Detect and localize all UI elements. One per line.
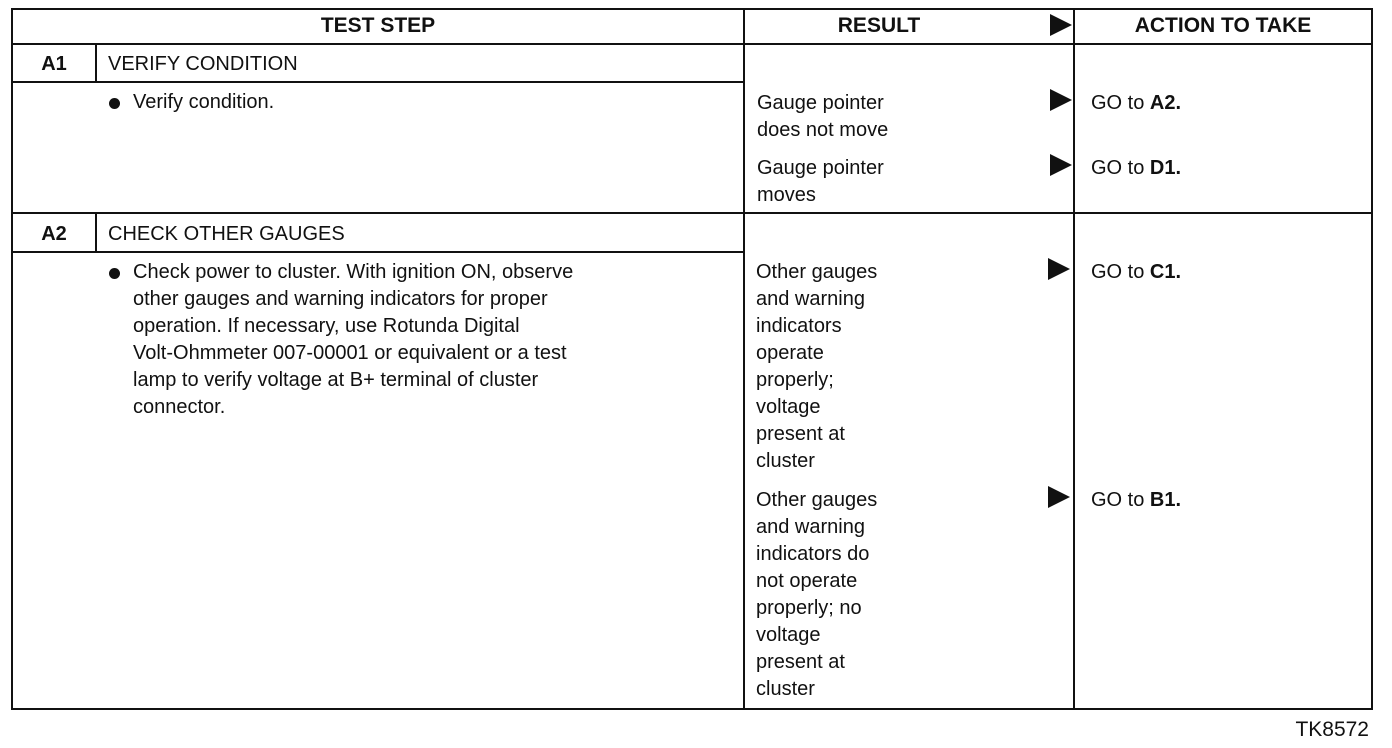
- step-a2-id-divider: [95, 212, 97, 252]
- result-line: voltage: [756, 624, 821, 646]
- step-a1-action-2: [1091, 155, 1181, 182]
- result-line: and warning: [756, 516, 865, 538]
- result-line: Gauge pointer: [757, 92, 884, 114]
- result-arrow-icon: [1050, 89, 1072, 111]
- description-line: Volt-Ohmmeter 007-00001 or equivalent or a test: [133, 342, 567, 364]
- action-prefix: GO to: [1091, 261, 1150, 283]
- result-line: Other gauges: [756, 261, 878, 283]
- figure-code: TK8572: [1295, 718, 1369, 741]
- step-a1-title-underline: [11, 81, 744, 83]
- result-line: Other gauges: [756, 489, 878, 511]
- description-line: connector.: [133, 396, 226, 418]
- header-action: ACTION TO TAKE: [1134, 14, 1312, 37]
- header-result: RESULT: [837, 14, 921, 37]
- result-line: not operate: [756, 570, 858, 592]
- step-a2-description: [133, 259, 573, 421]
- step-a1-id: A1: [41, 53, 67, 75]
- result-line: operate: [756, 342, 824, 364]
- header-divider: [11, 43, 1373, 45]
- step-a2-title: CHECK OTHER GAUGES: [108, 223, 345, 245]
- step-separator: [11, 212, 1373, 214]
- step-a2-result-1: [756, 259, 877, 475]
- header-arrow-icon: [1050, 14, 1072, 36]
- description-line: Check power to cluster. With ignition ON, observe: [133, 261, 574, 283]
- result-line: Gauge pointer: [757, 157, 884, 179]
- result-line: indicators do: [756, 543, 870, 565]
- result-line: and warning: [756, 288, 865, 310]
- result-line: voltage: [756, 396, 821, 418]
- description-line: operation. If necessary, use Rotunda Digital: [133, 315, 520, 337]
- action-target: A2.: [1149, 92, 1182, 114]
- action-prefix: GO to: [1091, 92, 1150, 114]
- description-line: lamp to verify voltage at B+ terminal of cluster: [133, 369, 539, 391]
- bullet-icon: [109, 268, 120, 279]
- action-target: D1.: [1149, 157, 1182, 179]
- result-arrow-icon: [1048, 486, 1070, 508]
- result-arrow-icon: [1048, 258, 1070, 280]
- action-target: B1.: [1149, 489, 1182, 511]
- action-target: C1.: [1149, 261, 1182, 283]
- step-a1-id-divider: [95, 43, 97, 83]
- result-line: moves: [757, 184, 816, 206]
- col-divider-action: [1073, 8, 1075, 710]
- result-line: cluster: [756, 450, 815, 472]
- result-line: present at: [756, 651, 845, 673]
- description-line: Verify condition.: [133, 91, 275, 113]
- step-a1-description: [133, 89, 274, 116]
- result-line: present at: [756, 423, 845, 445]
- bullet-icon: [109, 98, 120, 109]
- step-a2-action-1: [1091, 259, 1181, 286]
- step-a1-action-1: [1091, 90, 1181, 117]
- step-a2-result-2: [756, 487, 877, 703]
- action-prefix: GO to: [1091, 157, 1150, 179]
- result-arrow-icon: [1050, 154, 1072, 176]
- result-line: properly; no: [756, 597, 862, 619]
- step-a2-action-2: [1091, 487, 1181, 514]
- result-line: does not move: [757, 119, 889, 141]
- step-a2-id: A2: [41, 223, 67, 245]
- header-test-step: TEST STEP: [320, 14, 436, 37]
- step-a1-result-1: [757, 90, 888, 144]
- col-divider-result: [743, 8, 745, 710]
- action-prefix: GO to: [1091, 489, 1150, 511]
- step-a1-result-2: [757, 155, 884, 209]
- step-a2-title-underline: [11, 251, 744, 253]
- description-line: other gauges and warning indicators for proper: [133, 288, 548, 310]
- step-a1-title: VERIFY CONDITION: [108, 53, 298, 75]
- result-line: indicators: [756, 315, 842, 337]
- result-line: cluster: [756, 678, 815, 700]
- result-line: properly;: [756, 369, 834, 391]
